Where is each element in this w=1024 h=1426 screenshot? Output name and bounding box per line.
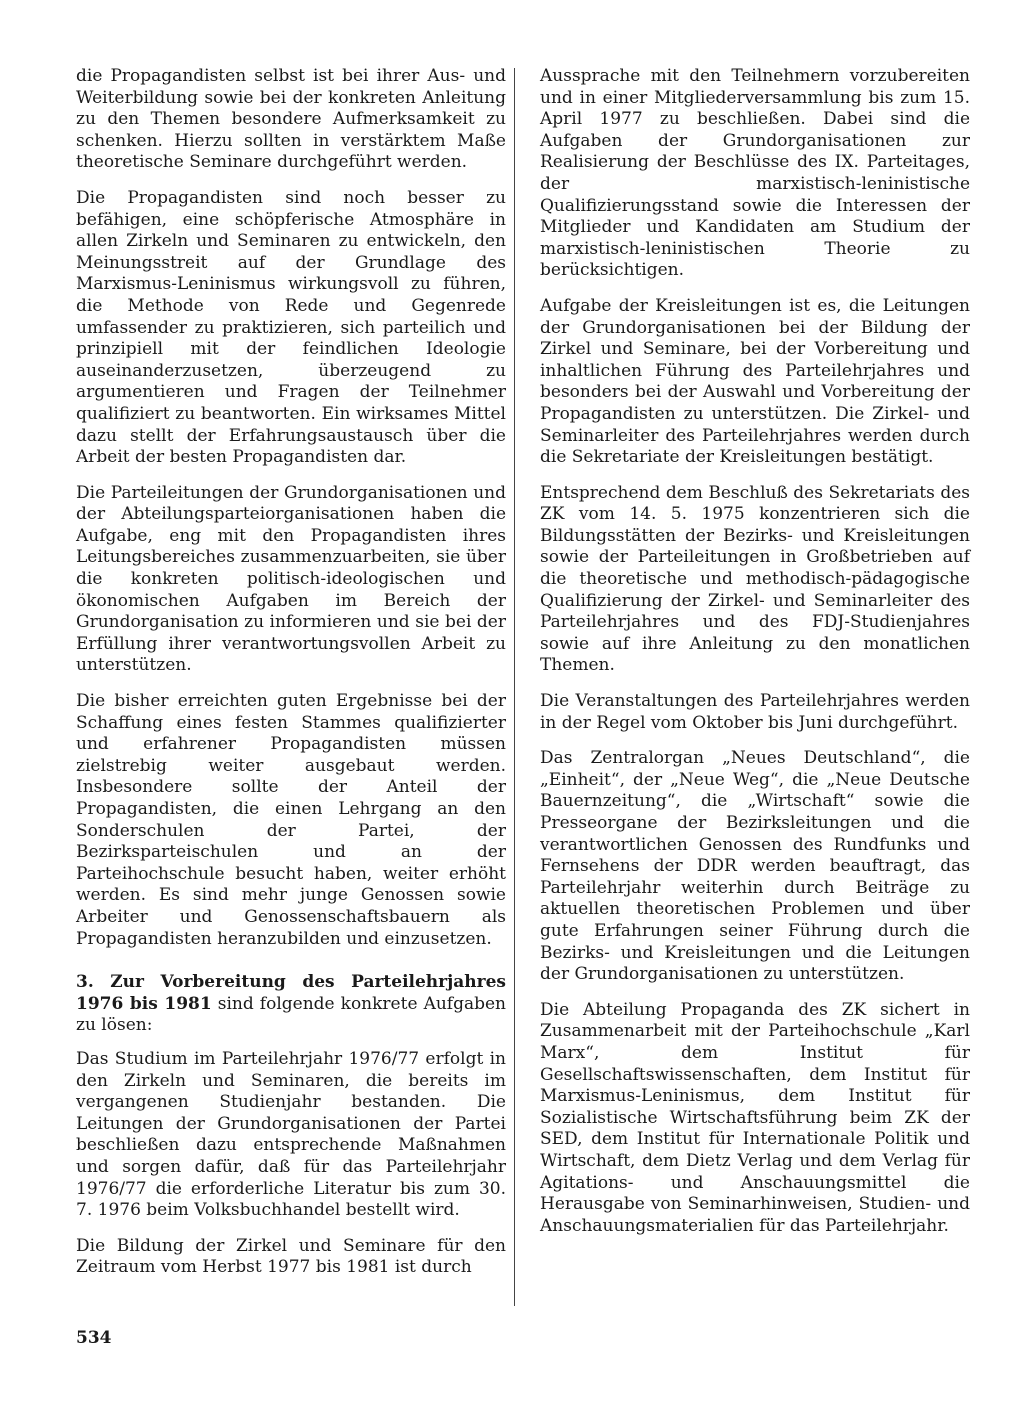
section-heading — [76, 972, 506, 1037]
section-heading-rest: sind folgende konkrete Aufgaben zu lösen: — [76, 993, 506, 1036]
right-paragraph-1: Aussprache mit den Teilnehmern vorzubereiten und in einer Mitgliederversammlung bis zum 15. April 1977 zu beschließen. Dabei sind die Aufgaben der Grundorganisationen zur Realisierung der Beschlüsse des IX. Parteitages, der marxistisch-leninistische Qualifizierungsstand sowie die Interessen der Mitglieder und Kandidaten am Studium der marxistisch-leninistischen Theorie zu berücksichtigen. — [540, 66, 970, 281]
right-paragraph-4: Die Veranstaltungen des Parteilehrjahres werden in der Regel vom Oktober bis Juni durchgeführt. — [540, 691, 970, 733]
left-paragraph-1: die Propagandisten selbst ist bei ihrer Aus- und Weiterbildung sowie bei der konkreten Anleitung zu den Themen besondere Aufmerksamkeit zu schenken. Hierzu sollten in verstärktem Maße theoretische Seminare durchgeführt werden. — [76, 66, 506, 173]
right-column — [540, 66, 970, 1251]
left-paragraph-4: Die bisher erreichten guten Ergebnisse bei der Schaffung eines festen Stammes qualifizierter und erfahrener Propagandisten müssen zielstrebig weiter ausgebaut werden. Insbesondere sollte der Anteil der Propagandisten, die einen Lehrgang an den Sonderschulen der Partei, der Bezirksparteischulen und an der Parteihochschule besucht haben, weiter erhöht werden. Es sind mehr junge Genossen sowie Arbeiter und Genossenschaftsbauern als Propagandisten heranzubilden und einzusetzen. — [76, 691, 506, 949]
page-number: 534 — [76, 1328, 112, 1348]
column-divider — [514, 68, 515, 1306]
right-paragraph-6: Die Abteilung Propaganda des ZK sichert in Zusammenarbeit mit der Parteihochschule „Karl Marx“, dem Institut für Gesellschaftswissenschaften, dem Institut für Marxismus-Leninismus, dem Institut für Sozialistische Wirtschaftsführung beim ZK der SED, dem Institut für Internationale Politik und Wirtschaft, dem Dietz Verlag und dem Verlag für Agitations- und Anschauungsmittel die Herausgabe von Seminarhinweisen, Studien- und Anschauungsmaterialien für das Parteilehrjahr. — [540, 999, 970, 1236]
right-paragraph-2: Aufgabe der Kreisleitungen ist es, die Leitungen der Grundorganisationen bei der Bildung der Zirkel und Seminare, bei der Vorbereitung und inhaltlichen Führung des Parteilehrjahres und besonders bei der Auswahl und Vorbereitung der Propagandisten zu unterstützen. Die Zirkel- und Seminarleiter des Parteilehrjahres werden durch die Sekretariate der Kreisleitungen bestätigt. — [540, 295, 970, 468]
left-paragraph-6: Die Bildung der Zirkel und Seminare für den Zeitraum vom Herbst 1977 bis 1981 ist durch — [76, 1235, 506, 1278]
right-paragraph-5: Das Zentralorgan „Neues Deutschland“, die „Einheit“, der „Neue Weg“, die „Neue Deutsche Bauernzeitung“, die „Wirtschaft“ sowie die Presseorgane der Bezirksleitungen und die verantwortlichen Genossen des Rundfunks und Fernsehens der DDR werden beauftragt, das Parteilehrjahr weiterhin durch Beiträge zu aktuellen theoretischen Problemen und über gute Erfahrungen seiner Führung durch die Bezirks- und Kreisleitungen und die Leitungen der Grundorganisationen zu unterstützen. — [540, 748, 970, 985]
left-column — [76, 66, 506, 1293]
left-paragraph-5: Das Studium im Parteilehrjahr 1976/77 erfolgt in den Zirkeln und Seminaren, die bereits im vergangenen Studienjahr bestanden. Die Leitungen der Grundorganisationen der Partei beschließen dazu entsprechende Maßnahmen und sorgen dafür, daß für das Parteilehrjahr 1976/77 die erforderliche Literatur bis zum 30. 7. 1976 beim Volksbuchhandel bestellt wird. — [76, 1048, 506, 1221]
right-paragraph-3: Entsprechend dem Beschluß des Sekretariats des ZK vom 14. 5. 1975 konzentrieren sich die Bildungsstätten der Bezirks- und Kreisleitungen sowie der Parteileitungen in Großbetrieben auf die theoretische und methodisch-pädagogische Qualifizierung der Zirkel- und Seminarleiter des Parteilehrjahres und des FDJ-Studienjahres sowie auf ihre Anleitung zu den monatlichen Themen. — [540, 482, 970, 676]
left-paragraph-2: Die Propagandisten sind noch besser zu befähigen, eine schöpferische Atmosphäre in allen Zirkeln und Seminaren zu entwickeln, den Meinungsstreit auf der Grundlage des Marxismus-Leninismus wirkungsvoll zu führen, die Methode von Rede und Gegenrede umfassender zu praktizieren, sich parteilich und prinzipiell mit der feindlichen Ideologie auseinanderzusetzen, überzeugend zu argumentieren und Fragen der Teilnehmer qualifiziert zu beantworten. Ein wirksames Mittel dazu stellt der Erfahrungsaustausch über die Arbeit der besten Propagandisten dar. — [76, 187, 506, 468]
section-heading-bold: 3. Zur Vorbereitung des Parteilehrjahres 1976 bis 1981 — [76, 972, 506, 1014]
left-paragraph-3: Die Parteileitungen der Grundorganisationen und der Abteilungsparteiorganisationen haben die Aufgabe, eng mit den Propagandisten ihres Leitungsbereiches zusammenzuarbeiten, sie über die konkreten politisch-ideologischen und ökonomischen Aufgaben im Bereich der Grundorganisation zu informieren und sie bei der Erfüllung ihrer verantwortungsvollen Arbeit zu unterstützen. — [76, 482, 506, 676]
